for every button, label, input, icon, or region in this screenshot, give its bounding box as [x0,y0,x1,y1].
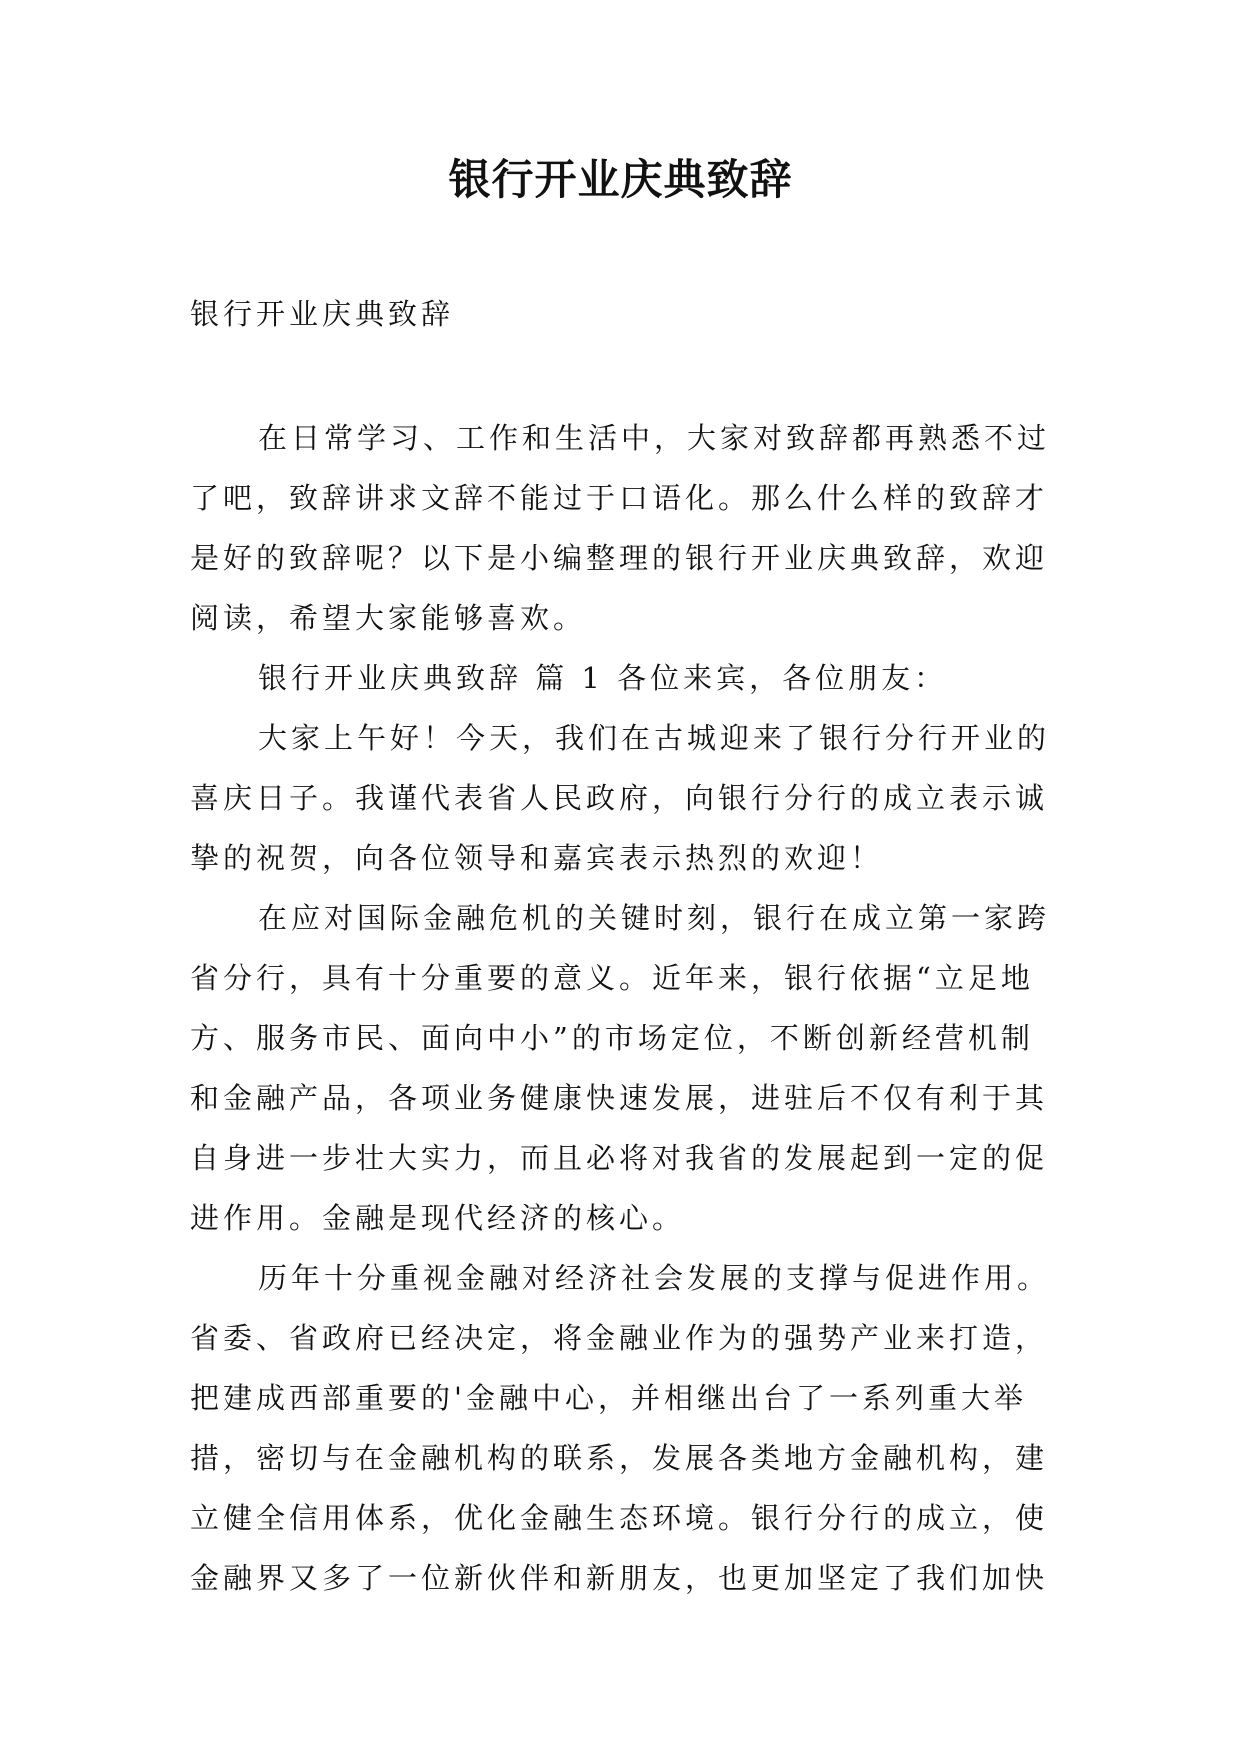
body-line: 立健全信用体系，优化金融生态环境。银行分行的成立，使 [190,1501,1049,1535]
body-line: 大家上午好！今天，我们在古城迎来了银行分行开业的 [258,721,1051,755]
document-title: 银行开业庆典致辞 [448,155,793,204]
body-line: 方、服务市民、面向中小”的市场定位，不断创新经营机制 [190,1021,1034,1055]
body-line: 进作用。金融是现代经济的核心。 [190,1201,686,1235]
body-line: 喜庆日子。我谨代表省人民政府，向银行分行的成立表示诚 [190,781,1049,815]
body-line: 金融界又多了一位新伙伴和新朋友，也更加坚定了我们加快 [190,1561,1049,1595]
document-body [190,408,1070,1608]
body-line: 在应对国际金融危机的关键时刻，银行在成立第一家跨 [258,901,1051,935]
body-line: 自身进一步壮大实力，而且必将对我省的发展起到一定的促 [190,1141,1049,1175]
body-line: 在日常学习、工作和生活中，大家对致辞都再熟悉不过 [258,421,1051,455]
body-line: 挚的祝贺，向各位领导和嘉宾表示热烈的欢迎！ [190,841,884,875]
document-subtitle: 银行开业庆典致辞 [190,297,455,331]
body-line: 省分行，具有十分重要的意义。近年来，银行依据“立足地 [190,961,1034,995]
body-line: 阅读，希望大家能够喜欢。 [190,601,587,635]
body-line: 了吧，致辞讲求文辞不能过于口语化。那么什么样的致辞才 [190,481,1049,515]
body-line: 是好的致辞呢？以下是小编整理的银行开业庆典致辞，欢迎 [190,541,1049,575]
body-line: 措，密切与在金融机构的联系，发展各类地方金融机构，建 [190,1441,1049,1475]
body-line: 把建成西部重要的'金融中心，并相继出台了一系列重大举 [190,1381,1027,1415]
body-line: 银行开业庆典致辞 篇 1 各位来宾，各位朋友： [258,661,948,695]
body-line: 和金融产品，各项业务健康快速发展，进驻后不仅有利于其 [190,1081,1049,1115]
body-line: 历年十分重视金融对经济社会发展的支撑与促进作用。 [258,1261,1051,1295]
body-line: 省委、省政府已经决定，将金融业作为的强势产业来打造， [190,1321,1049,1355]
